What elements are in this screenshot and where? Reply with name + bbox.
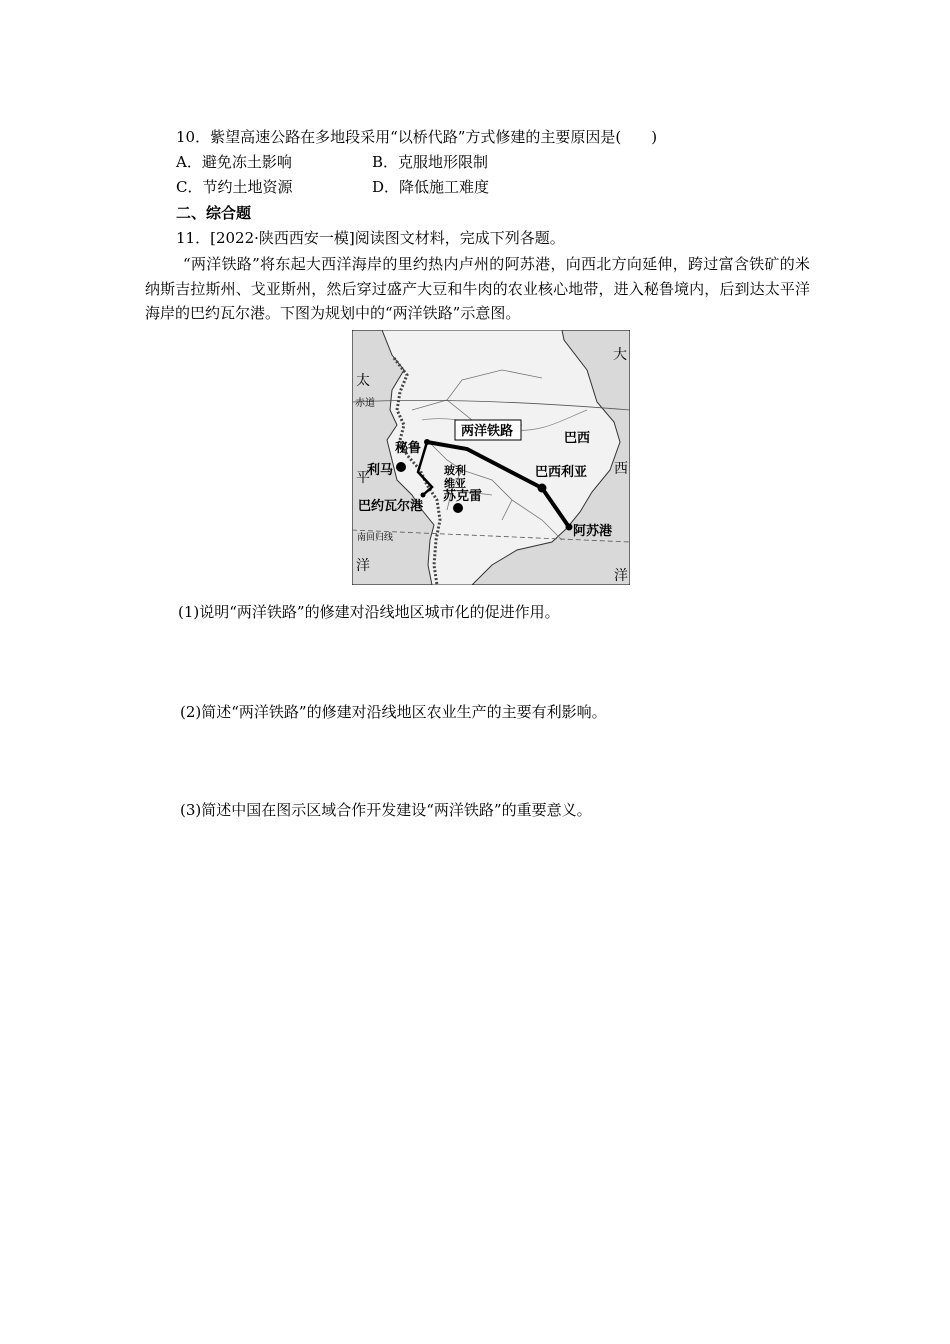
label-ping: 平: [356, 470, 370, 486]
q10-option-c: C．节约土地资源: [176, 178, 293, 196]
q11-sub-3: (3)简述中国在图示区域合作开发建设“两洋铁路”的重要意义。: [180, 801, 592, 819]
section-title: 二、综合题: [176, 204, 252, 222]
city-marker-lima: [396, 462, 406, 472]
label-sucre: 苏克雷: [443, 489, 483, 504]
label-acu: 阿苏港: [573, 524, 613, 539]
railway-label: 两洋铁路: [461, 424, 514, 439]
label-bayovar: 巴约瓦尔港: [358, 499, 424, 514]
label-tropic: 南回归线: [357, 533, 394, 543]
label-brasilia: 巴西利亚: [535, 465, 588, 480]
label-xi: 西: [614, 461, 628, 477]
city-marker-brasilia: [538, 484, 547, 493]
railway-map: [352, 330, 630, 585]
label-yang-right: 洋: [614, 568, 628, 584]
label-da: 大: [613, 347, 627, 363]
city-marker-acu: [566, 524, 573, 531]
label-yang-left: 洋: [356, 558, 370, 574]
q11-stem: 11．[2022·陕西西安一模]阅读图文材料，完成下列各题。: [176, 229, 565, 247]
label-tai: 太: [356, 373, 370, 389]
city-marker-sucre: [453, 503, 463, 513]
q10-stem: 10．紫望高速公路在多地段采用“以桥代路”方式修建的主要原因是( ): [176, 128, 658, 146]
label-equator: 赤道: [355, 398, 375, 409]
city-marker-start: [424, 439, 430, 445]
q11-sub-2: (2)简述“两洋铁路”的修建对沿线地区农业生产的主要有利影响。: [180, 703, 607, 721]
label-lima: 利马: [367, 463, 394, 478]
q11-material: “两洋铁路”将东起大西洋海岸的里约热内卢州的阿苏港，向西北方向延伸，跨过富含铁矿的米纳斯吉拉斯州、戈亚斯州，然后穿过盛产大豆和牛肉的农业核心地带，进入秘鲁境内，后到达太平洋海岸的巴约瓦尔港。下图为规划中的“两洋铁路”示意图。: [145, 255, 810, 322]
label-peru: 秘鲁: [395, 441, 422, 456]
city-marker-bayovar: [421, 493, 426, 498]
label-bolivia-2: 维亚: [444, 477, 466, 490]
q10-option-d: D．降低施工难度: [372, 178, 490, 196]
label-brazil: 巴西: [564, 431, 591, 446]
label-bolivia-1: 玻利: [444, 464, 466, 477]
q10-option-b: B．克服地形限制: [372, 153, 489, 171]
q11-sub-1: (1)说明“两洋铁路”的修建对沿线地区城市化的促进作用。: [178, 603, 560, 621]
q10-option-a: A．避免冻土影响: [176, 153, 292, 171]
